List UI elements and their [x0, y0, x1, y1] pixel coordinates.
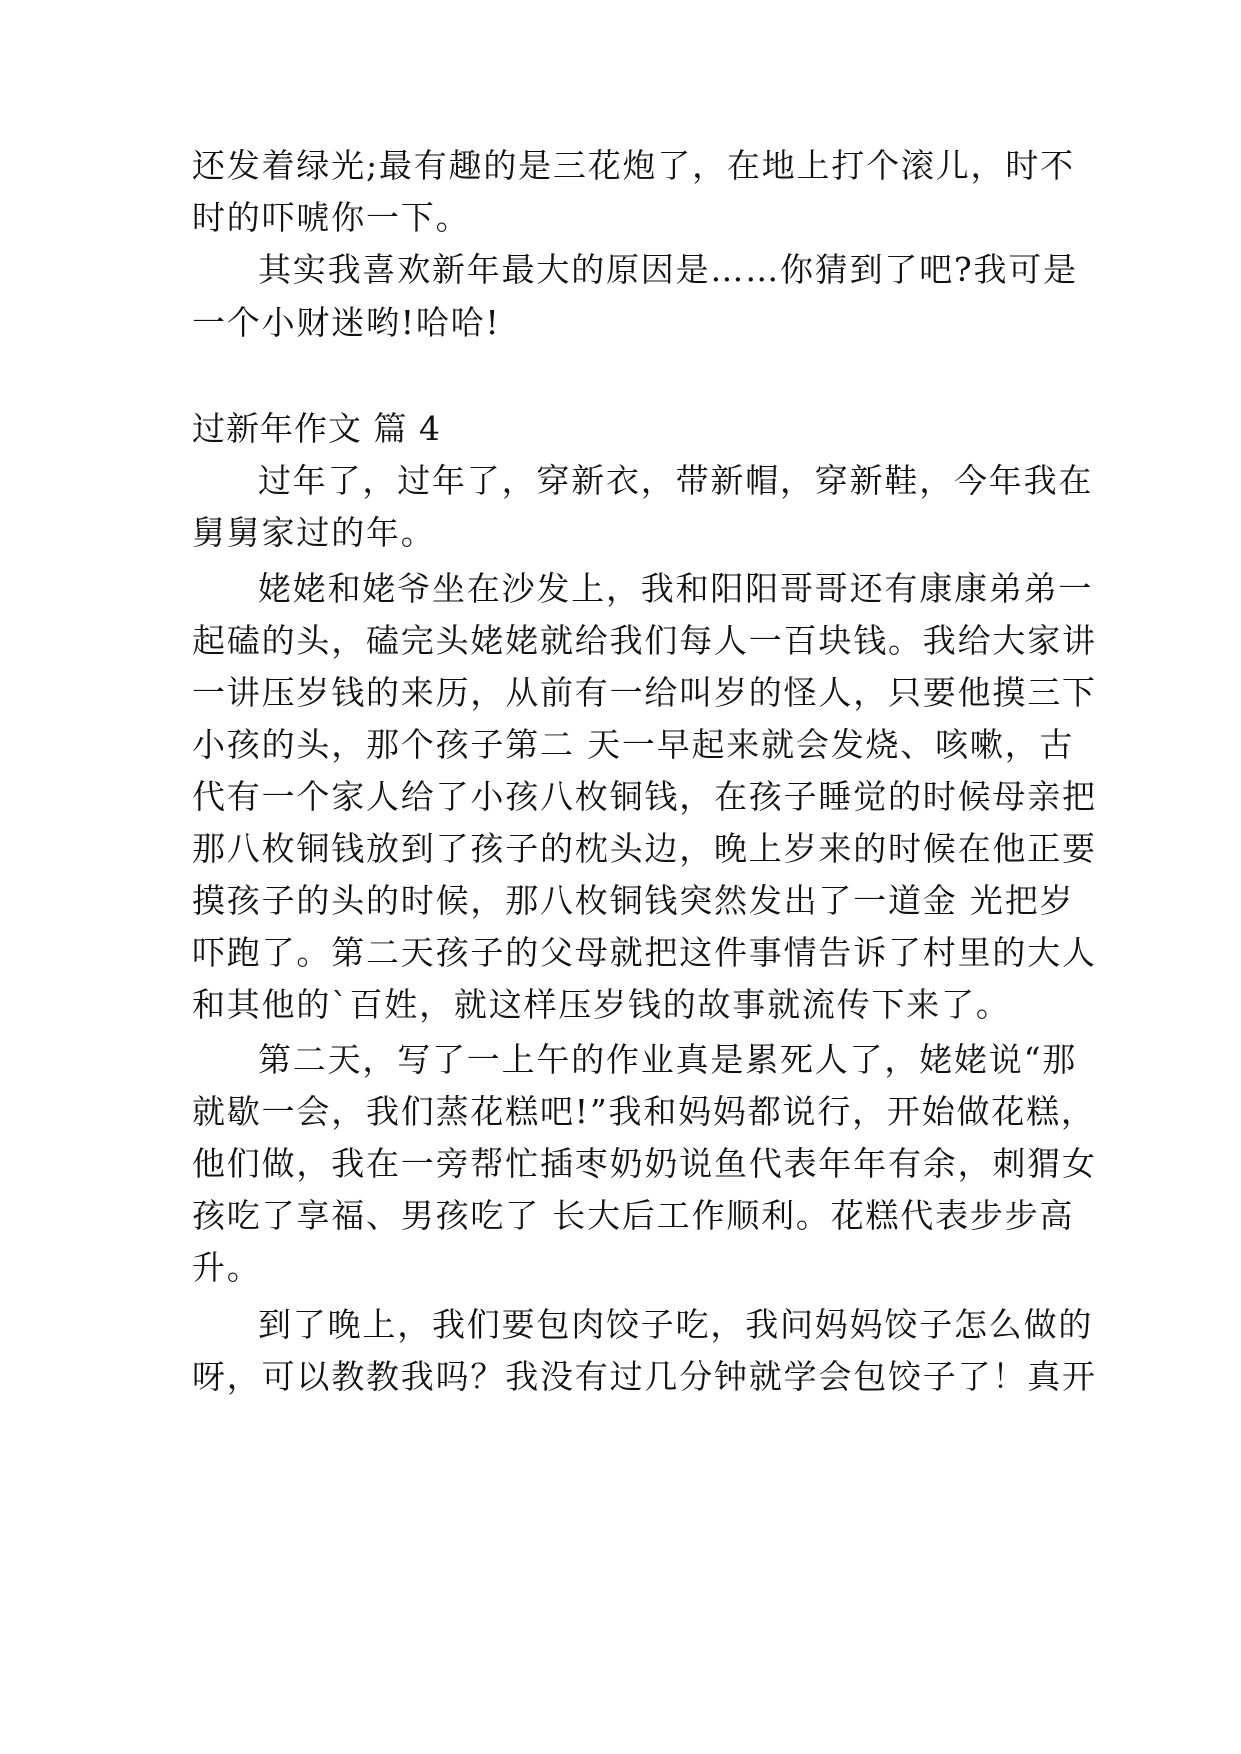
text-line: 和其他的`百姓，就这样压岁钱的故事就流传下来了。 [192, 985, 1011, 1024]
text-line: 呀，可以教教我吗？我没有过几分钟就学会包饺子了！真开 [192, 1357, 1097, 1396]
section-heading: 过新年作文 篇 4 [192, 409, 441, 448]
text-line: 舅舅家过的年。 [192, 513, 436, 552]
text-line: 就歇一会，我们蒸花糕吧!”我和妈妈都说行，开始做花糕， [192, 1092, 1096, 1131]
text-line: 时的吓唬你一下。 [192, 198, 471, 237]
text-line: 摸孩子的头的时候，那八枚铜钱突然发出了一道金 光把岁 [192, 881, 1075, 920]
text-line: 那八枚铜钱放到了孩子的枕头边，晚上岁来的时候在他正要 [192, 829, 1097, 868]
text-line: 代有一个家人给了小孩八枚铜钱，在孩子睡觉的时候母亲把 [192, 777, 1097, 816]
text-line: 一个小财迷哟!哈哈! [192, 303, 501, 342]
text-line: 升。 [192, 1248, 262, 1287]
text-line: 还发着绿光;最有趣的是三花炮了，在地上打个滚儿，时不 [192, 146, 1075, 185]
paragraph-start: 第二天，写了一上午的作业真是累死人了，姥姥说“那 [258, 1040, 1078, 1079]
text-line: 孩吃了享福、男孩吃了 长大后工作顺利。花糕代表步步高 [192, 1196, 1075, 1235]
paragraph-start: 到了晚上，我们要包肉饺子吃，我问妈妈饺子怎么做的 [258, 1305, 1094, 1344]
paragraph-start: 过年了，过年了，穿新衣，带新帽，穿新鞋，今年我在 [258, 461, 1094, 500]
paragraph-start: 其实我喜欢新年最大的原因是……你猜到了吧?我可是 [258, 250, 1078, 289]
text-line: 一讲压岁钱的来历，从前有一给叫岁的怪人，只要他摸三下 [192, 673, 1097, 712]
text-line: 他们做，我在一旁帮忙插枣奶奶说鱼代表年年有余，刺猬女 [192, 1144, 1097, 1183]
paragraph-start: 姥姥和姥爷坐在沙发上，我和阳阳哥哥还有康康弟弟一 [258, 569, 1094, 608]
text-line: 起磕的头，磕完头姥姥就给我们每人一百块钱。我给大家讲 [192, 621, 1097, 660]
text-line: 小孩的头，那个孩子第二 天一早起来就会发烧、咳嗽，古 [192, 725, 1075, 764]
text-line: 吓跑了。第二天孩子的父母就把这件事情告诉了村里的大人 [192, 933, 1097, 972]
